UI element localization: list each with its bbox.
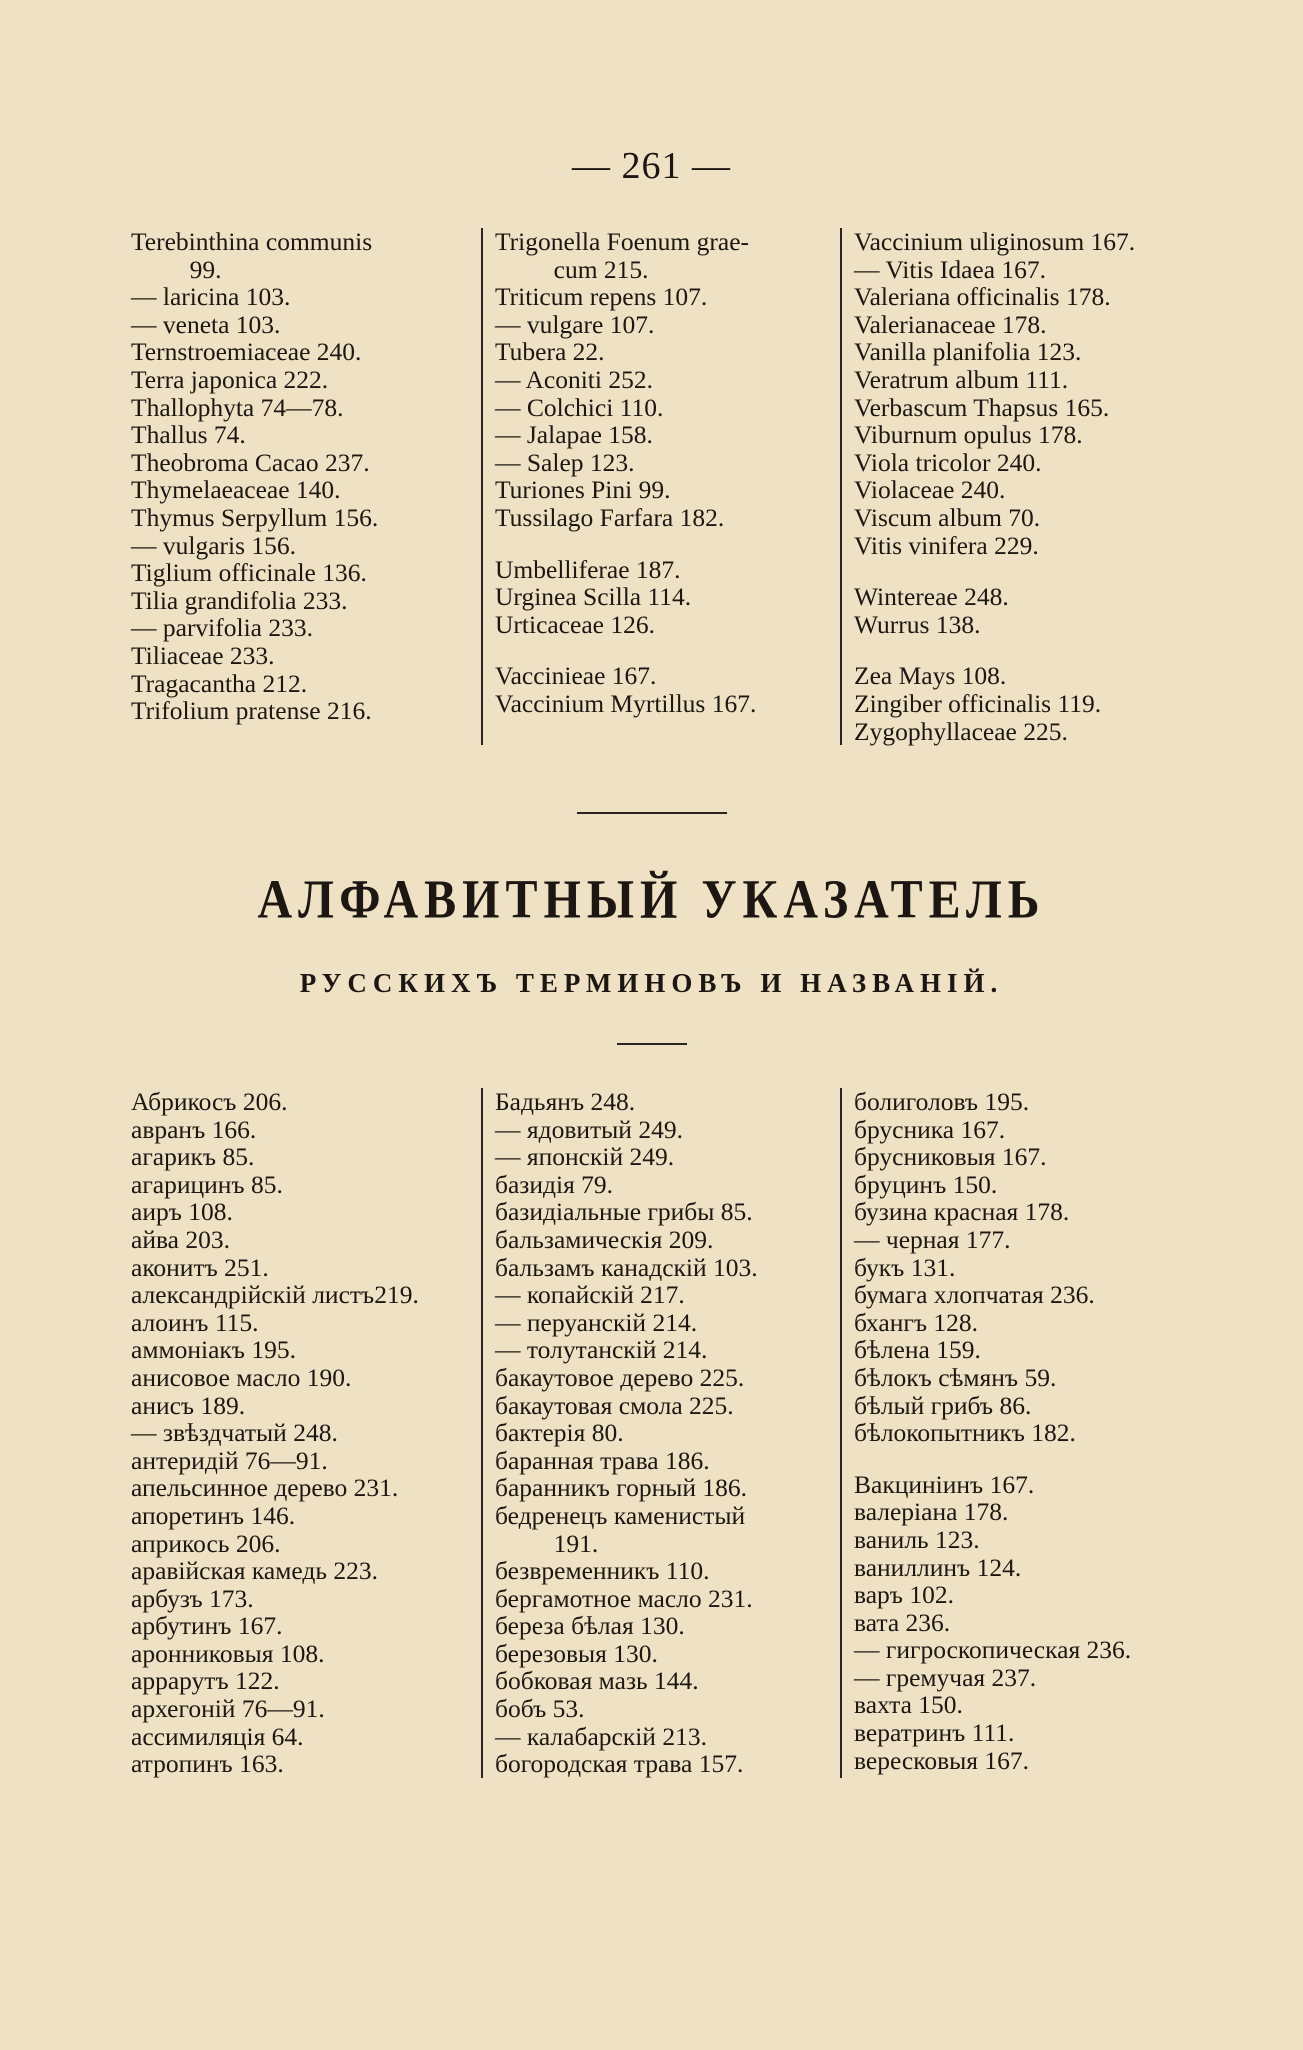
index-entry: Vaccinieae 167. (495, 661, 657, 691)
index-entry: Urginea Scilla 114. (495, 582, 692, 612)
index-entry: бхангъ 128. (854, 1307, 979, 1337)
index-entry: бузина красная 178. (854, 1197, 1070, 1227)
index-entry: айва 203. (131, 1224, 230, 1254)
russian-index (131, 1088, 1212, 1778)
russian-index-column-1 (131, 1088, 483, 1778)
index-entry: агарицинъ 85. (131, 1169, 283, 1199)
index-entry: Trigonella Foenum grae- (495, 227, 750, 256)
index-entry: баранникъ горный 186. (495, 1473, 747, 1503)
index-entry: бедренецъ каменистый (495, 1500, 746, 1530)
index-entry: бальзамъ канадскій 103. (495, 1252, 758, 1282)
index-entry: Terebinthina communis (131, 227, 373, 256)
latin-index-column-2 (483, 228, 842, 745)
index-entry: — копайскій 217. (495, 1280, 685, 1310)
index-entry: Vaccinium uliginosum 167. (854, 227, 1136, 256)
latin-index (131, 228, 1212, 745)
index-entry: — veneta 103. (131, 309, 281, 339)
index-entry: Terra japonica 222. (131, 364, 329, 394)
index-entry: Vanilla planifolia 123. (854, 337, 1082, 367)
index-entry: Ternstroemiaceae 240. (131, 337, 362, 367)
index-entry: Veratrum album 111. (854, 364, 1069, 394)
index-entry: Wintereae 248. (854, 582, 1009, 612)
index-entry: Tussilago Farfara 182. (495, 502, 725, 532)
index-entry: Zygophyllaceae 225. (854, 716, 1068, 746)
index-entry: — калабарскій 213. (495, 1721, 707, 1751)
index-entry: Tiliaceae 233. (131, 640, 275, 670)
index-entry: ассимиляція 64. (131, 1721, 304, 1751)
section-divider (577, 812, 727, 814)
index-entry: Вакциніинъ 167. (854, 1469, 1035, 1499)
index-entry: вата 236. (854, 1607, 951, 1637)
index-entry: безвременникъ 110. (495, 1556, 710, 1586)
index-entry: — laricina 103. (131, 282, 291, 312)
index-entry: апельсинное дерево 231. (131, 1473, 399, 1503)
index-entry: аронниковыя 108. (131, 1638, 325, 1668)
index-entry: Zingiber officinalis 119. (854, 688, 1102, 718)
index-entry: алоинъ 115. (131, 1307, 259, 1337)
index-entry: — черная 177. (854, 1224, 1011, 1254)
index-entry: априкось 206. (131, 1528, 281, 1558)
index-entry: архегоній 76—91. (131, 1694, 325, 1724)
index-entry: Trifolium pratense 216. (131, 696, 372, 726)
index-entry: 191. (553, 1528, 599, 1558)
index-entry: Umbelliferae 187. (495, 554, 681, 584)
index-entry: авранъ 166. (131, 1114, 257, 1144)
entry-group-gap (854, 1447, 1212, 1471)
entry-group-gap (854, 559, 1212, 583)
index-entry: — Vitis Idaea 167. (854, 254, 1047, 284)
index-entry: — перуанскій 214. (495, 1307, 698, 1337)
index-entry: — vulgaris 156. (131, 530, 297, 560)
index-entry: Verbascum Thapsus 165. (854, 392, 1110, 422)
index-entry: вератринъ 111. (854, 1718, 1015, 1748)
index-entry: березовыя 130. (495, 1638, 658, 1668)
index-entry: 99. (189, 254, 222, 284)
index-entry: Wurrus 138. (854, 609, 981, 639)
index-entry: — толутанскій 214. (495, 1335, 708, 1365)
index-entry: бобъ 53. (495, 1694, 585, 1724)
index-entry: Tubera 22. (495, 337, 605, 367)
index-entry: александрійскій листъ219. (131, 1280, 419, 1310)
section-title: АЛФАВИТНЫЙ УКАЗАТЕЛЬ (257, 869, 1046, 930)
index-entry: Triticum repens 107. (495, 282, 708, 312)
index-entry: бѣлый грибъ 86. (854, 1390, 1032, 1420)
index-entry: Tilia grandifolia 233. (131, 585, 348, 615)
index-entry: брусниковыя 167. (854, 1142, 1047, 1172)
index-entry: Violaceae 240. (854, 475, 1006, 505)
index-entry: cum 215. (553, 254, 649, 284)
page-number: — 261 — (572, 145, 731, 187)
index-entry: анисовое масло 190. (131, 1362, 352, 1392)
subtitle-divider (617, 1043, 687, 1045)
index-entry: Thymus Serpyllum 156. (131, 502, 379, 532)
index-entry: Theobroma Cacao 237. (131, 447, 370, 477)
russian-index-column-2 (483, 1088, 842, 1778)
index-entry: Valerianaceae 178. (854, 309, 1047, 339)
index-entry: — vulgare 107. (495, 309, 655, 339)
index-entry: Vitis vinifera 229. (854, 530, 1039, 560)
index-entry: аконитъ 251. (131, 1252, 269, 1282)
index-entry: Thallus 74. (131, 420, 246, 450)
index-entry: апоретинъ 146. (131, 1500, 296, 1530)
index-entry: арбузъ 173. (131, 1583, 254, 1613)
index-entry: Thymelaeaceae 140. (131, 475, 341, 505)
index-entry: бумага хлопчатая 236. (854, 1280, 1095, 1310)
index-entry: Valeriana officinalis 178. (854, 282, 1111, 312)
index-entry: Viburnum opulus 178. (854, 420, 1083, 450)
index-entry: вахта 150. (854, 1690, 963, 1720)
index-entry: — Salep 123. (495, 447, 635, 477)
index-entry: антеридій 76—91. (131, 1445, 328, 1475)
index-entry: береза бѣлая 130. (495, 1611, 685, 1641)
index-entry: баранная трава 186. (495, 1445, 710, 1475)
index-entry: Thallophyta 74—78. (131, 392, 344, 422)
index-entry: вересковыя 167. (854, 1745, 1029, 1775)
index-entry: Tragacantha 212. (131, 668, 308, 698)
russian-index-column-3 (842, 1088, 1212, 1778)
latin-index-column-3 (842, 228, 1212, 745)
index-entry: бруцинъ 150. (854, 1169, 998, 1199)
index-entry: Zea Mays 108. (854, 661, 1007, 691)
index-entry: базидія 79. (495, 1169, 614, 1199)
index-entry: бѣлокопытникъ 182. (854, 1418, 1076, 1448)
section-subtitle: РУССКИХЪ ТЕРМИНОВЪ И НАЗВАНІЙ. (299, 968, 1004, 998)
index-entry: атропинъ 163. (131, 1749, 284, 1779)
index-entry: бергамотное масло 231. (495, 1583, 753, 1613)
index-entry: Абрикосъ 206. (131, 1087, 288, 1116)
index-entry: бѣлена 159. (854, 1335, 981, 1365)
index-entry: Turiones Pini 99. (495, 475, 671, 505)
index-entry: Tiglium officinale 136. (131, 558, 367, 588)
index-entry: варъ 102. (854, 1580, 954, 1610)
index-entry: ваниллинъ 124. (854, 1552, 1022, 1582)
index-entry: аммоніакъ 195. (131, 1335, 296, 1365)
index-entry: Viscum album 70. (854, 502, 1041, 532)
index-entry: болиголовъ 195. (854, 1087, 1030, 1116)
index-entry: аиръ 108. (131, 1197, 233, 1227)
index-entry: бѣлокъ сѣмянъ 59. (854, 1362, 1057, 1392)
index-entry: агарикъ 85. (131, 1142, 255, 1172)
index-entry: букъ 131. (854, 1252, 956, 1282)
index-entry: бактерія 80. (495, 1418, 624, 1448)
index-entry: бальзамическія 209. (495, 1224, 714, 1254)
index-entry: — звѣздчатый 248. (131, 1418, 338, 1448)
index-entry: брусника 167. (854, 1114, 1006, 1144)
index-entry: — Jalapae 158. (495, 420, 653, 450)
index-entry: арбутинъ 167. (131, 1611, 283, 1641)
index-entry: бакаутовая смола 225. (495, 1390, 734, 1420)
index-entry: аравійская камедь 223. (131, 1556, 378, 1586)
index-entry: — Aconiti 252. (495, 364, 653, 394)
index-entry: — гремучая 237. (854, 1662, 1037, 1692)
index-entry: Viola tricolor 240. (854, 447, 1042, 477)
index-entry: Urticaceae 126. (495, 609, 655, 639)
index-entry: — японскій 249. (495, 1142, 675, 1172)
index-entry: — Colchici 110. (495, 392, 664, 422)
entry-group-gap (495, 532, 840, 556)
index-entry: — parvifolia 233. (131, 613, 313, 643)
index-entry: — гигроскопическая 236. (854, 1635, 1132, 1665)
index-entry: ваниль 123. (854, 1524, 980, 1554)
index-entry: анисъ 189. (131, 1390, 246, 1420)
index-entry: Vaccinium Myrtillus 167. (495, 688, 757, 718)
index-entry: бакаутовое дерево 225. (495, 1362, 745, 1392)
index-entry: бобковая мазь 144. (495, 1666, 699, 1696)
index-entry: базидіальные грибы 85. (495, 1197, 753, 1227)
index-entry: валеріана 178. (854, 1497, 1009, 1527)
index-entry: — ядовитый 249. (495, 1114, 683, 1144)
index-entry: аррарутъ 122. (131, 1666, 280, 1696)
entry-group-gap (495, 638, 840, 662)
index-entry: богородская трава 157. (495, 1749, 744, 1779)
index-entry: Бадьянъ 248. (495, 1087, 636, 1116)
latin-index-column-1 (131, 228, 483, 745)
entry-group-gap (854, 638, 1212, 662)
